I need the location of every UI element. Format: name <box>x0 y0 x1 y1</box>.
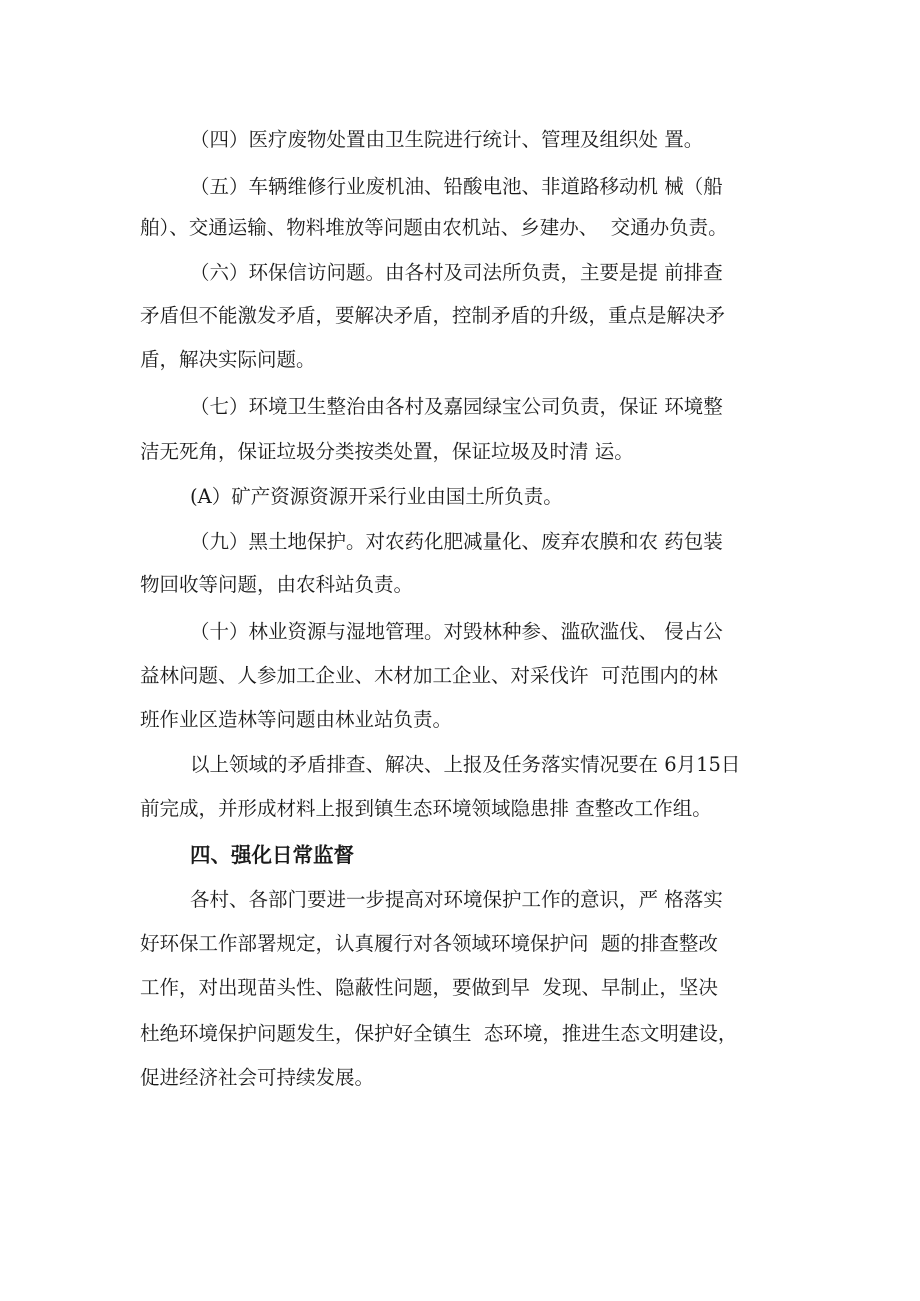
section-heading: 四、强化日常监督 <box>190 843 354 867</box>
summary-line-1: 以上领域的矛盾排查、解决、上报及任务落实情况要在 6月15日 <box>190 753 741 776</box>
paragraph-8-line-1: (A）矿产资源资源开采行业由国土所负责。 <box>190 485 563 508</box>
paragraph-5-line-2: 舶）、交通运输、物料堆放等问题由农机站、乡建办、 交通办负责。 <box>140 216 728 239</box>
paragraph-9-line-1: （九）黑土地保护。对农药化肥减量化、废弃农膜和农 药包装 <box>190 530 723 553</box>
supervision-line-4: 杜绝环境保护问题发生，保护好全镇生 态环境，推进生态文明建设， <box>140 1022 738 1045</box>
supervision-line-2: 好环保工作部署规定，认真履行对各领域环境保护问 题的排查整改 <box>140 932 718 955</box>
paragraph-6-line-3: 盾，解决实际问题。 <box>140 348 316 371</box>
paragraph-4-line-1: （四）医疗废物处置由卫生院进行统计、管理及组织处 置。 <box>190 128 704 151</box>
supervision-line-1: 各村、各部门要进一步提高对环境保护工作的意识，严 格落实 <box>190 888 723 911</box>
paragraph-10-line-2: 益林问题、人参加工企业、木材加工企业、对采伐许 可范围内的林 <box>140 664 718 687</box>
paragraph-10-line-1: （十）林业资源与湿地管理。对毁林种参、滥砍滥伐、 侵占公 <box>190 620 723 643</box>
paragraph-9-line-2: 物回收等问题，由农科站负责。 <box>140 573 414 596</box>
supervision-line-3: 工作，对出现苗头性、隐蔽性问题，要做到早 发现、早制止，坚决 <box>140 976 718 999</box>
supervision-line-5: 促进经济社会可持续发展。 <box>140 1066 375 1089</box>
paragraph-10-line-3: 班作业区造林等问题由林业站负责。 <box>140 708 453 731</box>
summary-line-2: 前完成，并形成材料上报到镇生态环境领域隐患排 查整改工作组。 <box>140 797 712 820</box>
paragraph-7-line-1: （七）环境卫生整治由各村及嘉园绿宝公司负责，保证 环境整 <box>190 395 723 418</box>
paragraph-6-line-2: 矛盾但不能激发矛盾，要解决矛盾，控制矛盾的升级，重点是解决矛 <box>140 304 726 327</box>
paragraph-6-line-1: （六）环保信访问题。由各村及司法所负责，主要是提 前排查 <box>190 261 723 284</box>
paragraph-5-line-1: （五）车辆维修行业废机油、铅酸电池、非道路移动机 械（船 <box>190 175 723 198</box>
paragraph-7-line-2: 洁无死角，保证垃圾分类按类处置，保证垃圾及时清 运。 <box>140 440 634 463</box>
